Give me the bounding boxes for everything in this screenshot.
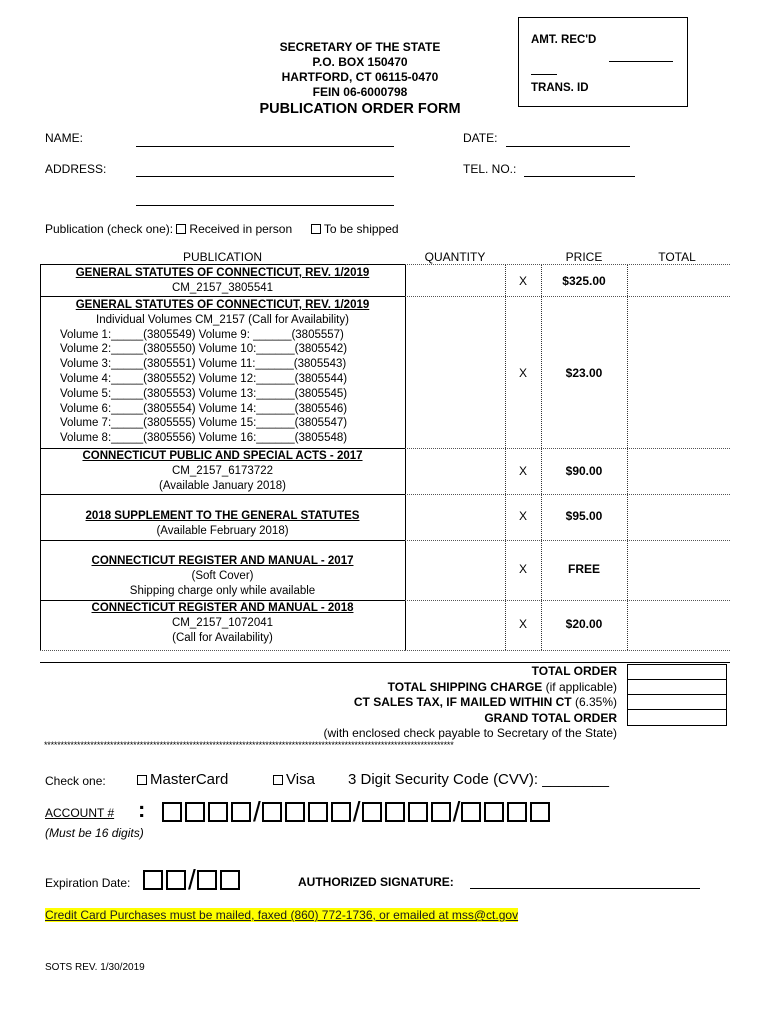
grid-line [505, 264, 506, 650]
grand-total-label: GRAND TOTAL ORDER [484, 710, 617, 725]
volume-row[interactable]: Volume 6:_____(3805554) Volume 14:______(3805546) [60, 402, 348, 415]
totals-labels [200, 664, 617, 742]
row-divider [405, 650, 730, 651]
account-digit-box[interactable] [385, 802, 405, 822]
account-digit-box[interactable] [408, 802, 428, 822]
address-field-line2[interactable] [136, 205, 394, 206]
item-price: FREE [567, 562, 600, 576]
volume-row[interactable]: Volume 3:_____(3805551) Volume 11:______(3805543) [60, 358, 347, 371]
mastercard-checkbox[interactable] [137, 775, 147, 785]
account-digit-box[interactable] [362, 802, 382, 822]
item-title: GENERAL STATUTES OF CONNECTICUT, REV. 1/2019 [75, 299, 370, 311]
item-price: $325.00 [562, 274, 606, 288]
row-divider [405, 264, 730, 265]
qty-multiplier: X [518, 509, 527, 523]
item-note: Shipping charge only while available [129, 584, 316, 597]
table-row [40, 509, 405, 539]
volume-row[interactable]: Volume 4:_____(3805552) Volume 12:______(3805544) [60, 372, 348, 385]
expiration-digit-box[interactable] [197, 870, 217, 890]
tax-label: CT SALES TAX, IF MAILED WITHIN CT [353, 695, 572, 709]
table-row [40, 266, 405, 296]
item-title: CONNECTICUT REGISTER AND MANUAL - 2018 [91, 602, 354, 614]
volume-row[interactable]: Volume 5:_____(3805553) Volume 13:______(3805545) [60, 387, 348, 400]
check-one-label: Check one: [45, 774, 106, 788]
grand-total-field[interactable] [628, 710, 726, 725]
address-label: ADDRESS: [45, 162, 107, 176]
grand-total-note: (with enclosed check payable to Secretary of the State) [323, 726, 617, 740]
row-divider [40, 540, 405, 541]
shipping-note: (if applicable) [545, 679, 617, 694]
grid-line [405, 264, 406, 650]
col-publication: PUBLICATION [182, 250, 263, 264]
tel-label: TEL. NO.: [463, 162, 517, 176]
item-note: (Available January 2018) [158, 479, 286, 492]
expiration-digit-box[interactable] [220, 870, 240, 890]
account-digit-box[interactable] [431, 802, 451, 822]
address-field-line1[interactable] [136, 176, 394, 177]
row-divider [405, 540, 730, 541]
row-divider [40, 264, 405, 265]
mastercard-option [137, 771, 228, 788]
account-digit-box[interactable] [162, 802, 182, 822]
item-title: CONNECTICUT REGISTER AND MANUAL - 2017 [91, 555, 354, 567]
row-divider [405, 448, 730, 449]
col-quantity: QUANTITY [424, 250, 486, 264]
account-digit-box[interactable] [185, 802, 205, 822]
table-row [40, 601, 405, 645]
mastercard-label: MasterCard [150, 771, 229, 788]
item-price: $95.00 [565, 509, 603, 523]
account-digit-box[interactable] [262, 802, 282, 822]
account-digit-box[interactable] [331, 802, 351, 822]
col-total: TOTAL [658, 250, 696, 264]
shipping-field[interactable] [628, 680, 726, 695]
qty-multiplier: X [518, 464, 527, 478]
row-divider [405, 600, 730, 601]
date-label: DATE: [463, 131, 498, 145]
totals-divider [40, 662, 730, 663]
amount-received-label: AMT. REC'D [531, 34, 597, 46]
tax-field[interactable] [628, 695, 726, 710]
account-digit-box[interactable] [308, 802, 328, 822]
expiration-boxes [143, 864, 243, 896]
visa-option [273, 771, 315, 788]
header-line-fein: FEIN 06-6000798 [312, 85, 408, 99]
totals-entry-box [627, 664, 727, 726]
account-digit-box[interactable] [461, 802, 481, 822]
received-in-person-checkbox[interactable] [176, 224, 186, 234]
item-note: Individual Volumes CM_2157 (Call for Availability) [96, 313, 349, 326]
table-row [40, 298, 405, 446]
account-digit-box[interactable] [208, 802, 228, 822]
account-group-separator: / [253, 796, 261, 827]
credit-card-notice: Credit Card Purchases must be mailed, faxed (860) 772-1736, or emailed at mss@ct.gov [45, 908, 519, 922]
qty-multiplier: X [518, 617, 527, 631]
account-number-boxes [162, 796, 553, 828]
grid-line [627, 264, 628, 650]
item-note: (Call for Availability) [172, 631, 273, 644]
row-divider [40, 296, 405, 297]
item-code: CM_2157_3805541 [171, 281, 274, 294]
to-be-shipped-checkbox[interactable] [311, 224, 321, 234]
item-note: (Available February 2018) [156, 524, 289, 537]
separator-stars: **************************************************************************************************************************** [44, 740, 454, 750]
item-title: CONNECTICUT PUBLIC AND SPECIAL ACTS - 2017 [82, 450, 363, 462]
item-price: $90.00 [565, 464, 603, 478]
account-hint: (Must be 16 digits) [45, 826, 144, 840]
shipping-label: TOTAL SHIPPING CHARGE [387, 679, 543, 694]
item-code: (Soft Cover) [191, 569, 254, 582]
received-in-person-label: Received in person [189, 222, 293, 236]
account-digit-box[interactable] [285, 802, 305, 822]
item-title: 2018 SUPPLEMENT TO THE GENERAL STATUTES [85, 510, 360, 522]
office-use-box [518, 17, 688, 107]
volume-row[interactable]: Volume 8:_____(3805556) Volume 16:______(3805548) [60, 432, 348, 445]
page-title: PUBLICATION ORDER FORM [259, 101, 461, 117]
expiration-digit-box[interactable] [166, 870, 186, 890]
signature-field[interactable] [470, 888, 700, 889]
name-label: NAME: [45, 131, 84, 145]
header-line-office: SECRETARY OF THE STATE [279, 40, 441, 54]
signature-label: AUTHORIZED SIGNATURE: [298, 875, 454, 889]
account-group-separator: / [452, 796, 461, 827]
item-code: CM_2157_6173722 [171, 464, 274, 477]
qty-multiplier: X [518, 274, 527, 288]
item-price: $23.00 [565, 366, 603, 380]
volume-row[interactable]: Volume 2:_____(3805550) Volume 10:______(3805542) [60, 343, 348, 356]
grid-line [541, 264, 542, 650]
publication-choice-label: Publication (check one): [45, 222, 174, 236]
date-field[interactable] [506, 146, 630, 147]
col-price: PRICE [565, 250, 603, 264]
qty-multiplier: X [518, 366, 527, 380]
table-row [40, 554, 405, 598]
qty-multiplier: X [518, 562, 527, 576]
item-title: GENERAL STATUTES OF CONNECTICUT, REV. 1/2019 [75, 267, 370, 279]
total-order-field[interactable] [628, 665, 726, 680]
expiration-separator: / [188, 864, 196, 895]
total-order-label: TOTAL ORDER [531, 664, 617, 678]
amount-received-line[interactable] [609, 61, 673, 62]
row-divider [405, 296, 730, 297]
trans-id-label: TRANS. ID [531, 82, 589, 94]
account-label: ACCOUNT # [45, 806, 115, 820]
cvv-field[interactable]: 3 Digit Security Code (CVV): ________ [348, 771, 609, 788]
account-digit-box[interactable] [484, 802, 504, 822]
expiration-label: Expiration Date: [45, 876, 131, 890]
table-row [40, 449, 405, 493]
tax-rate: (6.35%) [574, 695, 617, 709]
account-digit-box[interactable] [530, 802, 550, 822]
row-divider [405, 494, 730, 495]
revision-footer: SOTS REV. 1/30/2019 [45, 962, 145, 973]
header [250, 40, 470, 118]
account-group-separator: / [352, 796, 361, 827]
header-line-city: HARTFORD, CT 06115-0470 [281, 70, 439, 84]
account-colon: : [138, 797, 146, 822]
header-line-pobox: P.O. BOX 150470 [312, 55, 408, 69]
account-digit-box[interactable] [507, 802, 527, 822]
expiration-digit-box[interactable] [143, 870, 163, 890]
visa-label: Visa [286, 771, 315, 788]
name-field[interactable] [136, 146, 394, 147]
row-divider [40, 494, 405, 495]
volume-row[interactable]: Volume 7:_____(3805555) Volume 15:______(3805547) [60, 417, 348, 430]
amount-received-line-2[interactable] [531, 74, 557, 75]
item-code: CM_2157_1072041 [171, 616, 274, 629]
volume-row[interactable]: Volume 1:_____(3805549) Volume 9: ______(3805557) [60, 328, 344, 341]
row-divider [40, 650, 405, 651]
tel-field[interactable] [524, 176, 635, 177]
volume-list [40, 328, 405, 446]
publication-choice [45, 222, 399, 236]
visa-checkbox[interactable] [273, 775, 283, 785]
to-be-shipped-label: To be shipped [323, 222, 399, 236]
item-price: $20.00 [565, 617, 603, 631]
account-digit-box[interactable] [231, 802, 251, 822]
